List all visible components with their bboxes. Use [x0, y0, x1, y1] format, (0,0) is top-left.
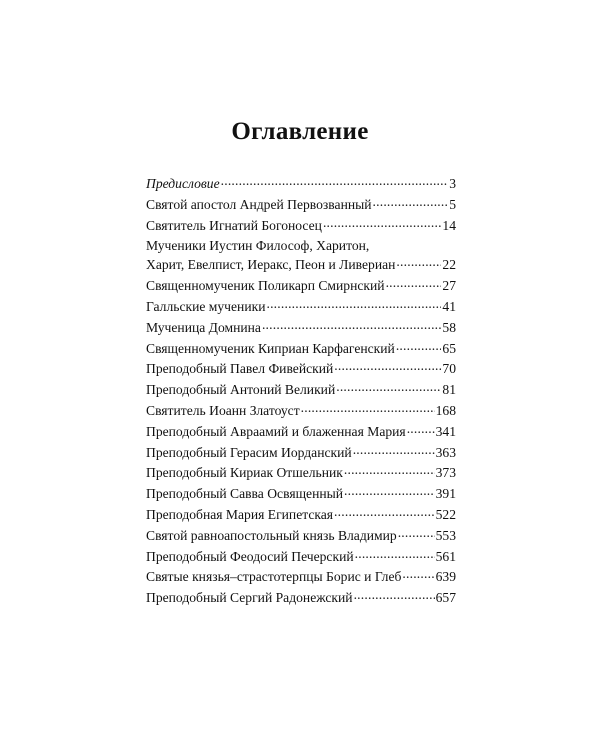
toc-entry[interactable]	[146, 276, 456, 295]
toc-entry-page: 561	[435, 548, 456, 564]
page-title: Оглавление	[231, 118, 369, 145]
leader-dots	[334, 360, 441, 374]
toc-entry-page: 70	[442, 361, 456, 377]
toc-entry[interactable]	[146, 236, 456, 274]
toc-entry-title: Преподобный Сергий Радонежский	[146, 590, 353, 606]
toc-entry[interactable]	[146, 463, 456, 482]
toc-entry-page: 5	[449, 196, 456, 212]
toc-entry[interactable]	[146, 526, 456, 545]
toc-entry[interactable]	[146, 401, 456, 420]
toc-entry-title: Святитель Игнатий Богоносец	[146, 217, 322, 233]
table-of-contents	[146, 174, 456, 609]
leader-dots	[323, 216, 441, 230]
leader-dots	[373, 195, 449, 209]
toc-entry[interactable]	[146, 195, 456, 214]
toc-entry-title: Мученица Домнина	[146, 319, 261, 335]
leader-dots	[398, 526, 435, 540]
toc-entry-title: Преподобный Герасим Иорданский	[146, 444, 352, 460]
toc-entry-page: 41	[442, 298, 456, 314]
toc-entry[interactable]	[146, 567, 456, 586]
toc-entry-title: Священномученик Поликарп Смирнский	[146, 278, 385, 294]
toc-entry-title: Преподобный Кириак Отшельник	[146, 465, 343, 481]
leader-dots	[266, 297, 441, 311]
toc-entry[interactable]	[146, 443, 456, 462]
toc-entry-page: 168	[435, 402, 456, 418]
toc-entry[interactable]	[146, 339, 456, 358]
toc-entry[interactable]	[146, 174, 456, 193]
leader-dots	[334, 505, 435, 519]
leader-dots	[354, 589, 435, 603]
leader-dots	[336, 381, 441, 395]
toc-entry-page: 22	[442, 257, 456, 273]
leader-dots	[396, 339, 442, 353]
toc-entry-title: Предисловие	[146, 176, 220, 191]
toc-entry-page: 363	[435, 444, 456, 460]
leader-dots	[262, 318, 441, 332]
toc-entry-title: Преподобный Феодосий Печерский	[146, 548, 354, 564]
toc-entry-page: 522	[435, 506, 456, 522]
toc-entry-page: 14	[442, 217, 456, 233]
toc-entry-page: 341	[435, 423, 456, 439]
toc-entry[interactable]	[146, 380, 456, 399]
toc-entry-title-line-1: Мученики Иустин Философ, Харитон,	[146, 238, 370, 254]
toc-entry-title: Святой апостол Андрей Первозванный	[146, 196, 372, 212]
toc-entry[interactable]	[146, 588, 456, 607]
toc-entry[interactable]	[146, 297, 456, 316]
toc-entry-title: Галльские мученики	[146, 298, 266, 314]
toc-entry-page: 81	[442, 382, 456, 398]
toc-entry[interactable]	[146, 484, 456, 503]
leader-dots	[386, 277, 442, 291]
leader-dots	[355, 547, 435, 561]
toc-entry[interactable]	[146, 422, 456, 441]
leader-dots	[344, 485, 435, 499]
toc-entry-page: 65	[442, 340, 456, 356]
toc-entry-title: Преподобный Антоний Великий	[146, 382, 336, 398]
toc-entry-title: Преподобный Павел Фивейский	[146, 361, 334, 377]
toc-entry-page: 373	[435, 465, 456, 481]
toc-entry-title: Преподобный Савва Освященный	[146, 486, 344, 502]
toc-entry-page: 639	[435, 569, 456, 585]
toc-entry-page: 27	[442, 278, 456, 294]
leader-dots	[301, 401, 435, 415]
toc-entry-title: Священномученик Киприан Карфагенский	[146, 340, 395, 356]
toc-entry-page: 553	[435, 527, 456, 543]
toc-entry[interactable]	[146, 318, 456, 337]
leader-dots	[221, 174, 449, 188]
toc-entry-title: Харит, Евелпист, Иеракс, Пеон и Ливериан	[146, 257, 396, 273]
leader-dots	[396, 256, 441, 270]
toc-entry[interactable]	[146, 359, 456, 378]
leader-dots	[344, 464, 435, 478]
toc-entry-title: Преподобная Мария Египетская	[146, 506, 334, 522]
toc-entry-page: 3	[449, 176, 456, 191]
leader-dots	[402, 568, 434, 582]
toc-entry-page: 657	[435, 590, 456, 606]
toc-entry-title: Святитель Иоанн Златоуст	[146, 402, 300, 418]
toc-entry-title: Святые князья–страстотерпцы Борис и Глеб	[146, 569, 402, 585]
toc-entry-title: Святой равноапостольный князь Владимир	[146, 527, 397, 543]
toc-entry[interactable]	[146, 505, 456, 524]
toc-entry[interactable]	[146, 216, 456, 235]
leader-dots	[407, 422, 435, 436]
toc-entry-page: 58	[442, 319, 456, 335]
toc-entry-page: 391	[435, 486, 456, 502]
toc-entry-title: Преподобный Авраамий и блаженная Мария	[146, 423, 406, 439]
leader-dots	[353, 443, 435, 457]
toc-entry[interactable]	[146, 547, 456, 566]
